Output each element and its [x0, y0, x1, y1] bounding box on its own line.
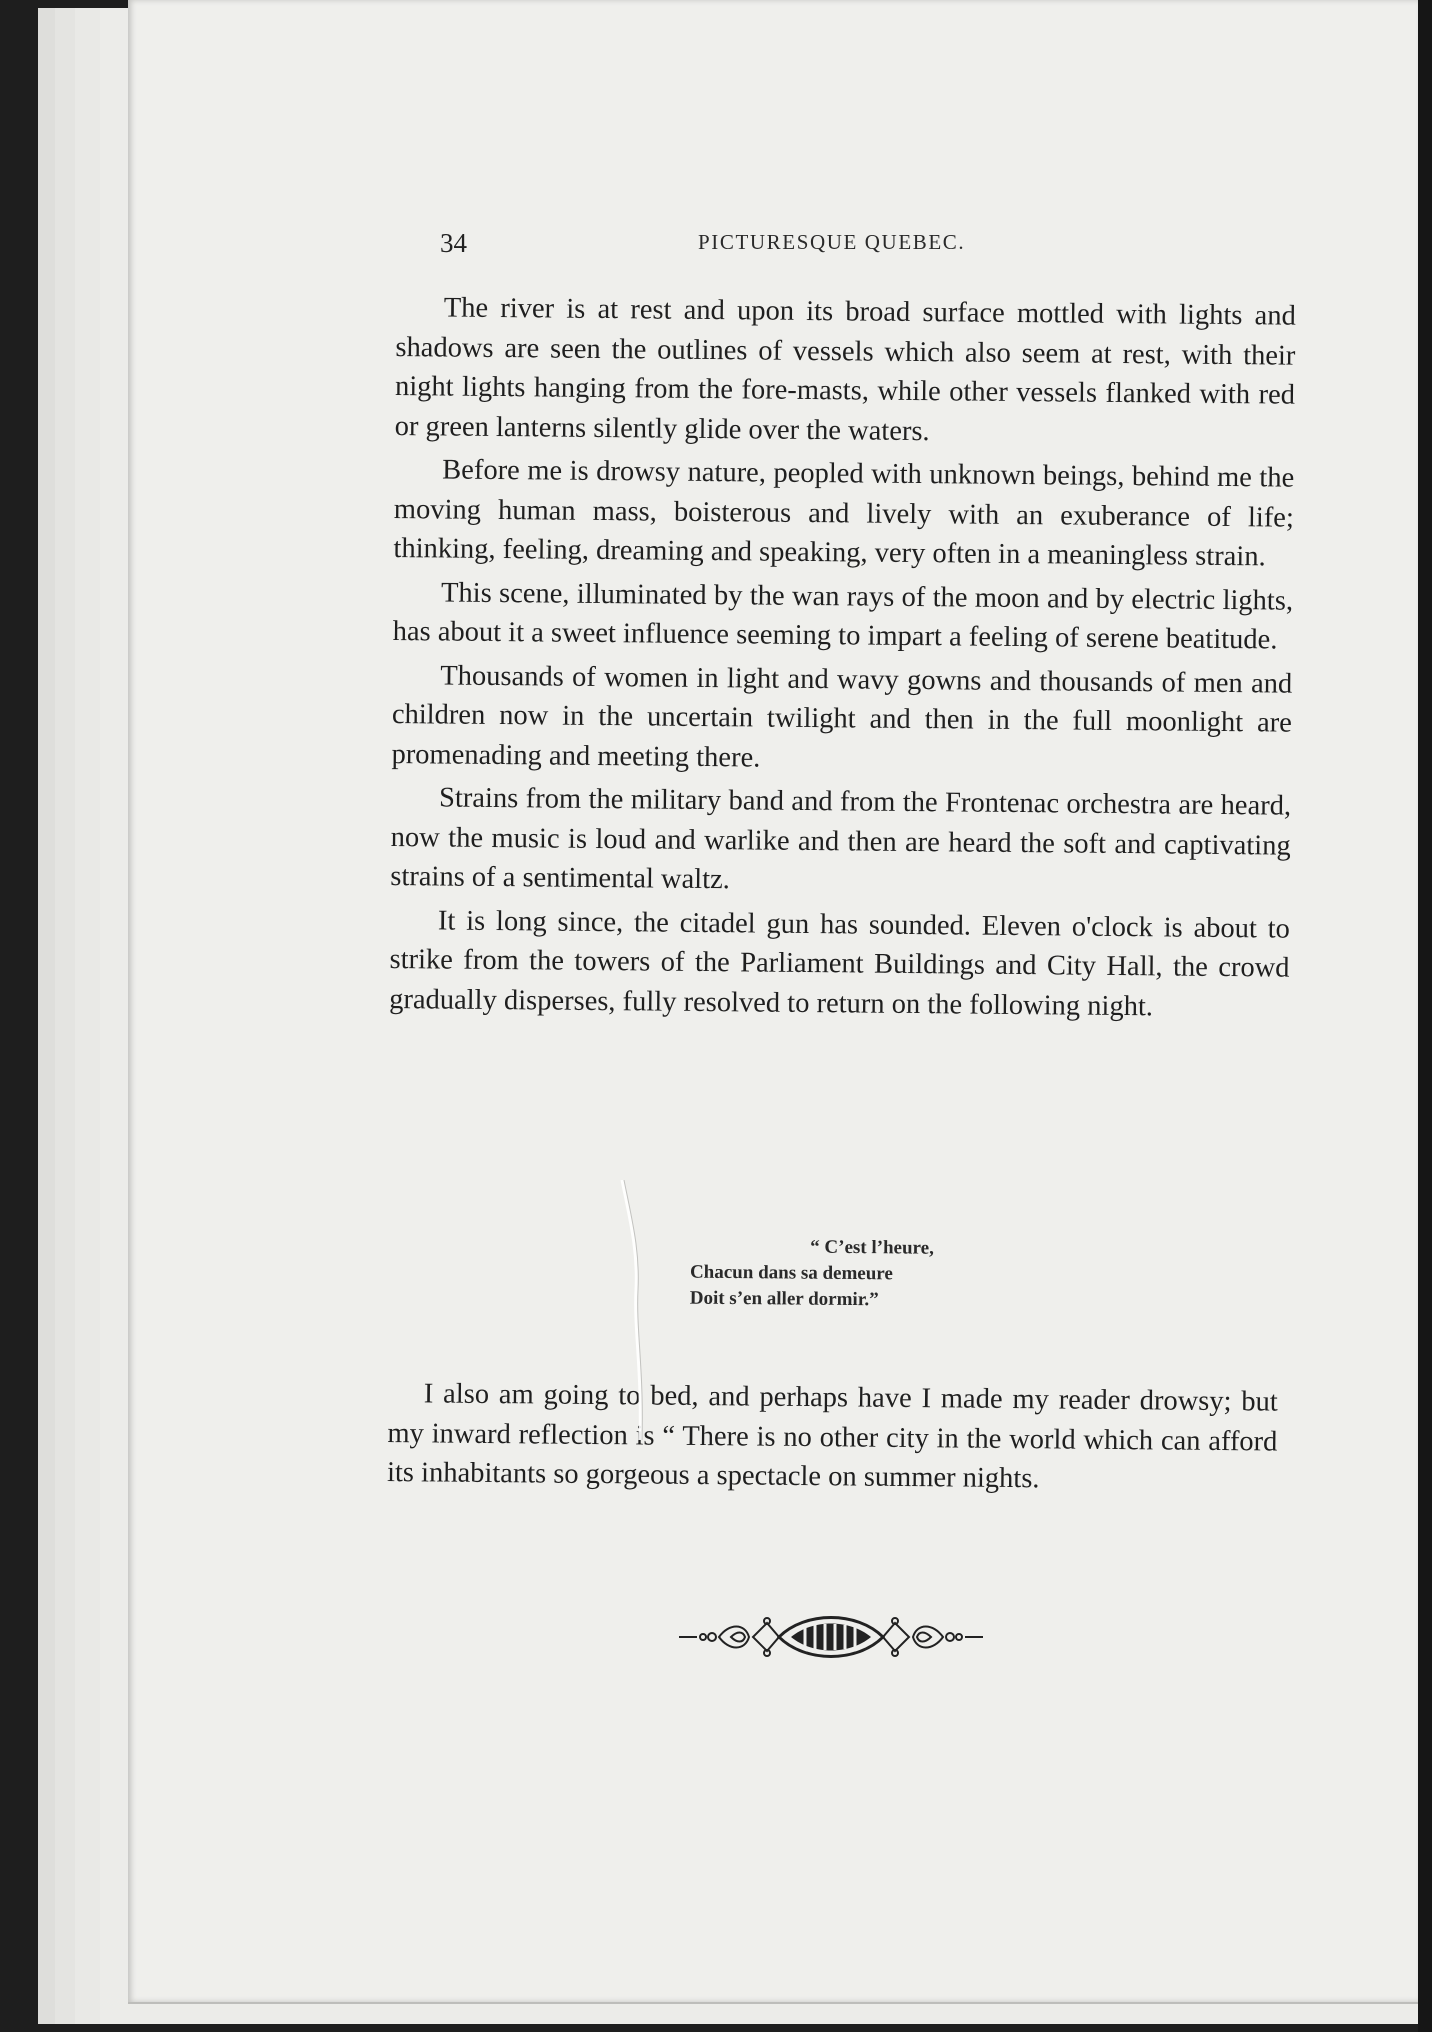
- page-header: [440, 228, 1300, 268]
- body-text: [389, 288, 1296, 1032]
- quote-line: “ C’est l’heure,: [810, 1236, 934, 1259]
- paragraph: Thousands of women in light and wavy gowns and thousands of men and children now in the uncertain twilight and then in the full moonlight are promenading and meeting there.: [391, 659, 1293, 774]
- paragraph: It is long since, the citadel gun has sounded. Eleven o'clock is about to strike from the towers of the Parliament Buildings and City Hall, the crowd gradually disperses, fully resolved to return on the following night.: [389, 904, 1291, 1022]
- quote-line: Chacun dans sa demeure: [689, 1261, 893, 1285]
- paragraph: This scene, illuminated by the wan rays of the moon and by electric lights, has about it a sweet influence seeming to impart a feeling of serene beatitude.: [392, 576, 1294, 656]
- page-crease-mark: [620, 1180, 650, 1440]
- running-title: PICTURESQUE QUEBEC.: [698, 230, 966, 254]
- paragraph: The river is at rest and upon its broad surface mottled with lights and shadows are seen the outlines of vessels which also seem at rest, with their night lights hanging from the fore-masts, while other vessels flanked with red or green lanterns silently glide over the waters.: [394, 292, 1296, 447]
- scan-background-edge: [1418, 0, 1432, 2032]
- tailpiece-ornament-icon: [675, 1605, 987, 1665]
- paragraph: Strains from the military band and from the Frontenac orchestra are heard, now the music is loud and warlike and then are heard the soft and captivating strains of a sentimental waltz.: [390, 782, 1292, 896]
- page-number: 34: [440, 228, 467, 258]
- quote-line: Doit s’en aller dormir.”: [689, 1287, 879, 1311]
- closing-paragraph: I also am going to bed, and perhaps have I made my reader drowsy; but my inward reflection is “ There is no other city in the world which can afford its inhabitants so gorgeous a spectacle on summer nights.: [386, 1377, 1278, 1494]
- paragraph: Before me is drowsy nature, peopled with unknown beings, behind me the moving human mass, boisterous and lively with an exuberance of life; thinking, feeling, dreaming and speaking, very often in a meaningless strain.: [393, 454, 1295, 573]
- verse-quote: [690, 1234, 1011, 1315]
